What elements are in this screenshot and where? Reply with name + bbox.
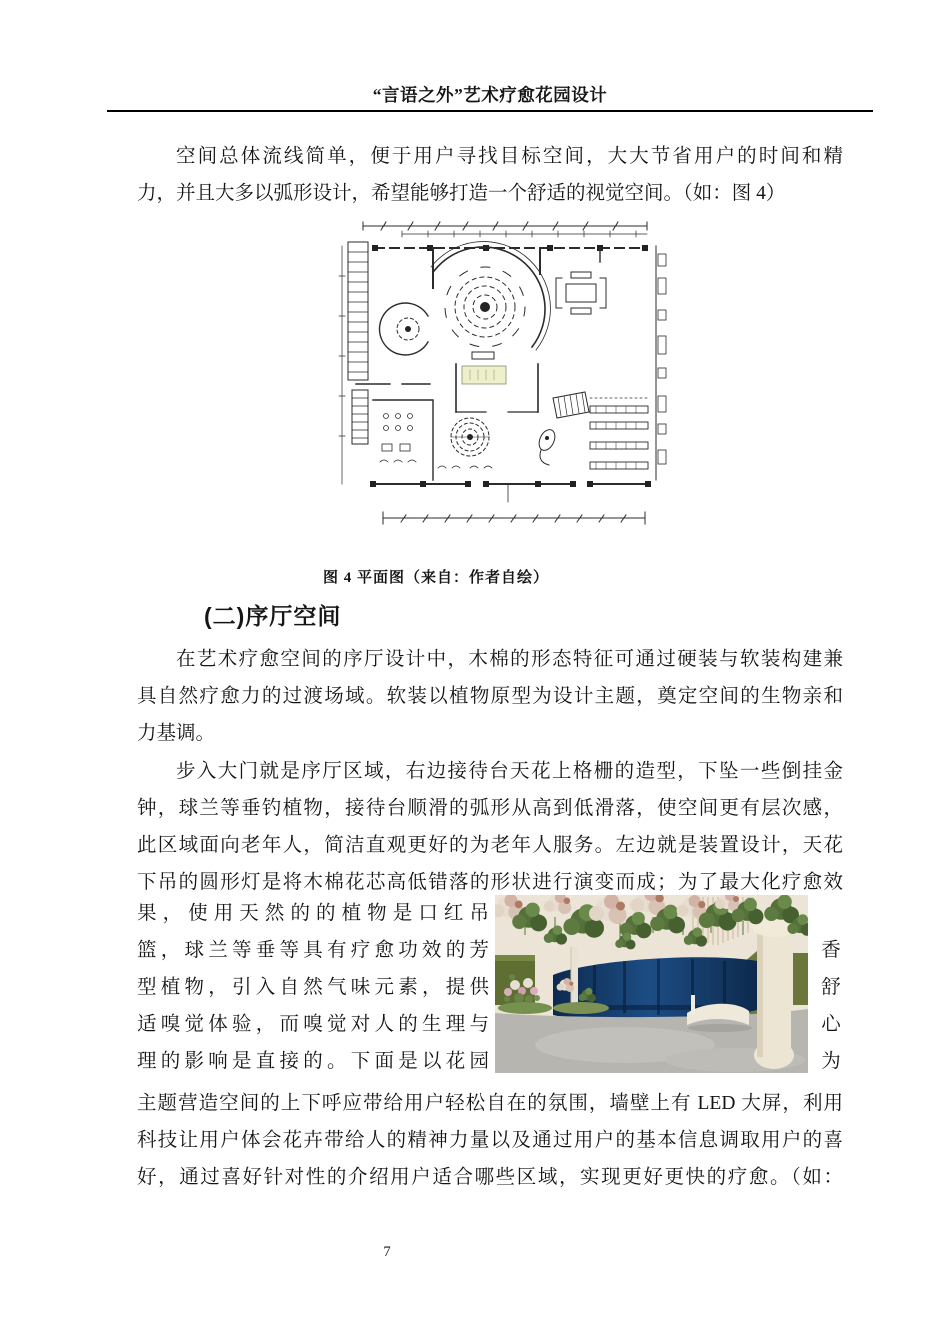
wrap-right-char: 香 [821,940,841,961]
paragraph-line: 具自然疗愈力的过渡场域。软装以植物原型为设计主题，奠定空间的生物亲和 [137,686,843,707]
page-header-title: “言语之外”艺术疗愈花园设计 [372,85,608,105]
wrap-text-left-column [137,895,489,1080]
paragraph-line: 在艺术疗愈空间的序厅设计中，木棉的形态特征可通过硬装与软装构建兼 [176,649,843,670]
page-number: 7 [383,1244,391,1260]
wrap-text-right-column [816,932,846,1080]
paragraph-line: 空间总体流线简单，便于用户寻找目标空间，大大节省用户的时间和精 [176,146,843,167]
wrap-left-line: 理的影响是直接的。下面是以花园 [137,1051,489,1072]
wrap-left-line: 果，使用天然的的植物是口红吊 [137,903,489,924]
paragraph-line: 力基调。 [137,723,216,744]
hall-photo [495,895,808,1073]
paragraph-line: 科技让用户体会花卉带给人的精神力量以及通过用户的基本信息调取用户的喜 [137,1130,843,1151]
paragraph-line: 钟，球兰等垂钓植物，接待台顺滑的弧形从高到低滑落，使空间更有层次感， [137,798,843,819]
wrap-left-line: 型植物，引入自然气味元素，提供 [137,977,489,998]
wrap-right-char: 为 [821,1051,841,1072]
paragraph-4 [137,1085,843,1196]
floorplan-figure [338,216,670,546]
wrap-left-line: 适嗅觉体验，而嗅觉对人的生理与 [137,1014,489,1035]
paragraph-line: 主题营造空间的上下呼应带给用户轻松自在的氛围，墙壁上有 LED 大屏，利用 [137,1093,843,1114]
figure-caption: 图 4 平面图（来自：作者自绘） [322,570,549,586]
paragraph-line: 力，并且大多以弧形设计，希望能够打造一个舒适的视觉空间。（如：图 4） [137,183,786,204]
paragraph-line: 下吊的圆形灯是将木棉花芯高低错落的形状进行演变而成；为了最大化疗愈效 [137,872,843,893]
paragraph-line: 此区域面向老年人，简洁直观更好的为老年人服务。左边就是装置设计，天花 [137,835,843,856]
paragraph-1 [137,138,843,212]
wrap-right-char: 心 [821,1014,841,1035]
wrap-left-line: 篮，球兰等垂等具有疗愈功效的芳 [137,940,489,961]
paragraph-3 [137,753,843,901]
wrap-right-char: 舒 [821,977,841,998]
section-heading: (二)序厅空间 [204,603,342,629]
paragraph-line: 好，通过喜好针对性的介绍用户适合哪些区域，实现更好更快的疗愈。（如： [137,1167,843,1188]
paragraph-2 [137,641,843,752]
header-rule [107,110,873,112]
paragraph-line: 步入大门就是序厅区域，右边接待台天花上格栅的造型，下坠一些倒挂金 [176,761,843,782]
